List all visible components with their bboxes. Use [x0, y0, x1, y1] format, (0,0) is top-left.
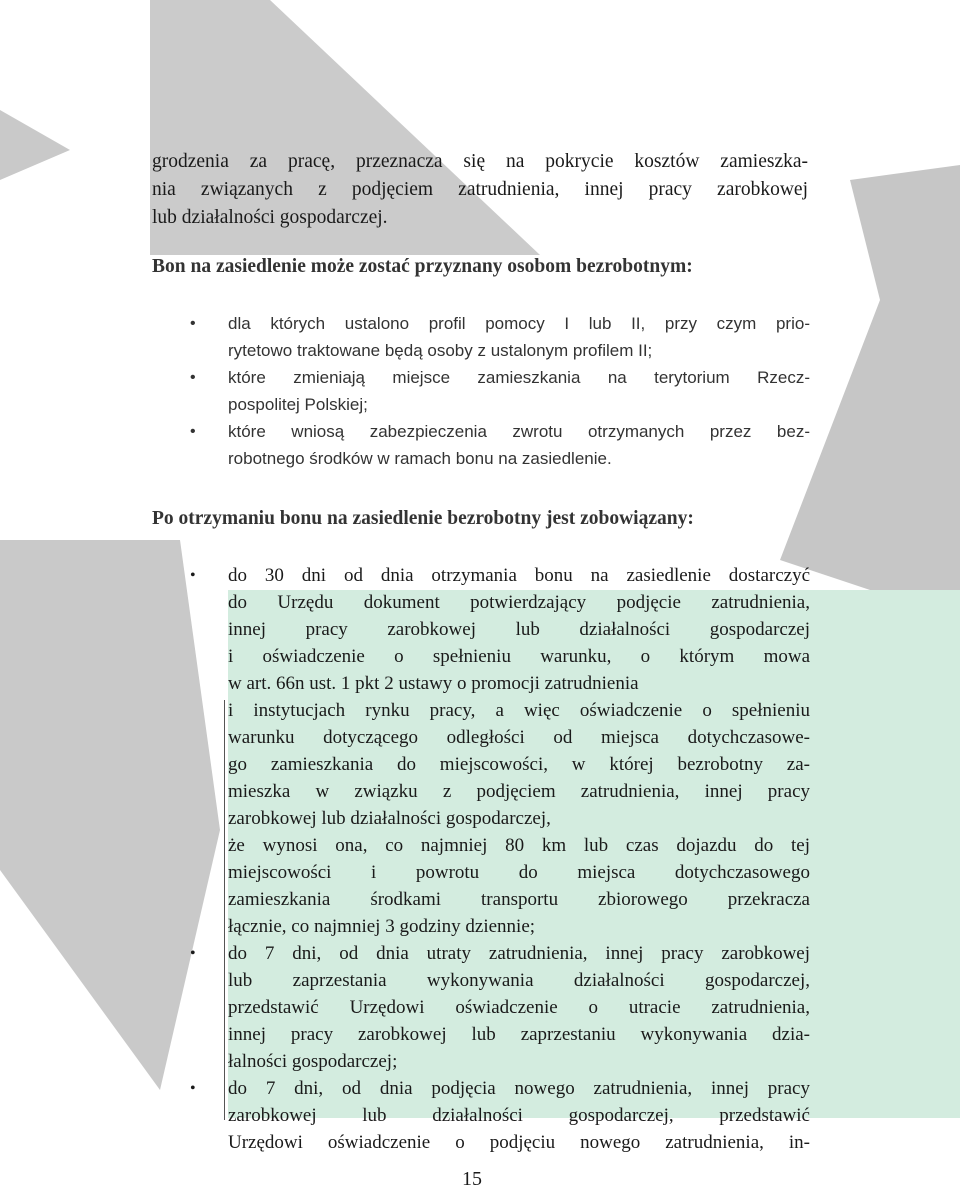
- bullet-icon: •: [190, 945, 196, 962]
- text-line: zarobkowej lub działalności gospodarczej,: [228, 808, 551, 829]
- text-line: łalności gospodarczej;: [228, 1051, 398, 1072]
- text-line: rytetowo traktowane będą osoby z ustalonym profilem II;: [228, 341, 653, 360]
- text-line: zarobkowej lub działalności gospodarczej, przedstawić: [228, 1105, 810, 1126]
- obligations-list: [190, 562, 810, 1156]
- text-line: do 7 dni, od dnia utraty zatrudnienia, innej pracy zarobkowej: [228, 943, 810, 964]
- list-item: [190, 1075, 810, 1156]
- text-line: lub zaprzestania wykonywania działalności gospodarczej,: [228, 970, 810, 991]
- page-number: 15: [462, 1168, 482, 1190]
- text-line: do Urzędu dokument potwierdzający podjęcie zatrudnienia,: [228, 592, 810, 613]
- list-item: [190, 940, 810, 1075]
- gray-shape-lower-left: [0, 540, 220, 1090]
- intro-paragraph: [152, 148, 808, 232]
- text-line: dla których ustalono profil pomocy I lub II, przy czym prio-: [228, 314, 810, 333]
- bullet-icon: •: [190, 567, 196, 584]
- text-line: do 7 dni, od dnia podjęcia nowego zatrudnienia, innej pracy: [228, 1078, 810, 1099]
- list-item: [190, 562, 810, 940]
- text-line: innej pracy zarobkowej lub zaprzestaniu wykonywania dzia-: [228, 1024, 810, 1045]
- bullet-icon: •: [190, 423, 196, 440]
- text-line: w art. 66n ust. 1 pkt 2 ustawy o promocji zatrudnienia: [228, 673, 639, 694]
- text-line: go zamieszkania do miejscowości, w której bezrobotny za-: [228, 754, 810, 775]
- bullet-icon: •: [190, 1080, 196, 1097]
- text-line: nia związanych z podjęciem zatrudnienia, innej pracy zarobkowej: [152, 179, 808, 200]
- bullet-icon: •: [190, 369, 196, 386]
- bullet-icon: •: [190, 315, 196, 332]
- text-line: innej pracy zarobkowej lub działalności gospodarczej: [228, 619, 810, 640]
- text-line: które wniosą zabezpieczenia zwrotu otrzymanych przez bez-: [228, 422, 810, 441]
- text-line: że wynosi ona, co najmniej 80 km lub czas dojazdu do tej: [228, 835, 810, 856]
- text-line: grodzenia za pracę, przeznacza się na pokrycie kosztów zamieszka-: [152, 151, 808, 172]
- text-line: łącznie, co najmniej 3 godziny dziennie;: [228, 916, 536, 937]
- text-line: pospolitej Polskiej;: [228, 395, 368, 414]
- section-heading-2: Po otrzymaniu bonu na zasiedlenie bezrobotny jest zobowiązany:: [152, 508, 694, 529]
- gray-shape-left: [0, 110, 70, 180]
- text-line: i instytucjach rynku pracy, a więc oświadczenie o spełnieniu: [228, 700, 810, 721]
- text-line: miejscowości i powrotu do miejsca dotychczasowego: [228, 862, 810, 883]
- list-item: [190, 310, 810, 364]
- text-line: Urzędowi oświadczenie o podjęciu nowego zatrudnienia, in-: [228, 1132, 810, 1153]
- list-item: [190, 418, 810, 472]
- text-line: warunku dotyczącego odległości od miejsca dotychczasowe-: [228, 727, 810, 748]
- eligibility-list: [190, 310, 810, 472]
- text-line: robotnego środków w ramach bonu na zasiedlenie.: [228, 449, 612, 468]
- text-line: mieszka w związku z podjęciem zatrudnienia, innej pracy: [228, 781, 810, 802]
- text-line: do 30 dni od dnia otrzymania bonu na zasiedlenie dostarczyć: [228, 565, 810, 586]
- text-line: które zmieniają miejsce zamieszkania na terytorium Rzecz-: [228, 368, 810, 387]
- text-line: lub działalności gospodarczej.: [152, 207, 388, 228]
- list-item: [190, 364, 810, 418]
- text-line: zamieszkania środkami transportu zbiorowego przekracza: [228, 889, 810, 910]
- section-heading-1: Bon na zasiedlenie może zostać przyznany osobom bezrobotnym:: [152, 256, 693, 277]
- text-line: i oświadczenie o spełnieniu warunku, o którym mowa: [228, 646, 810, 667]
- text-line: przedstawić Urzędowi oświadczenie o utracie zatrudnienia,: [228, 997, 810, 1018]
